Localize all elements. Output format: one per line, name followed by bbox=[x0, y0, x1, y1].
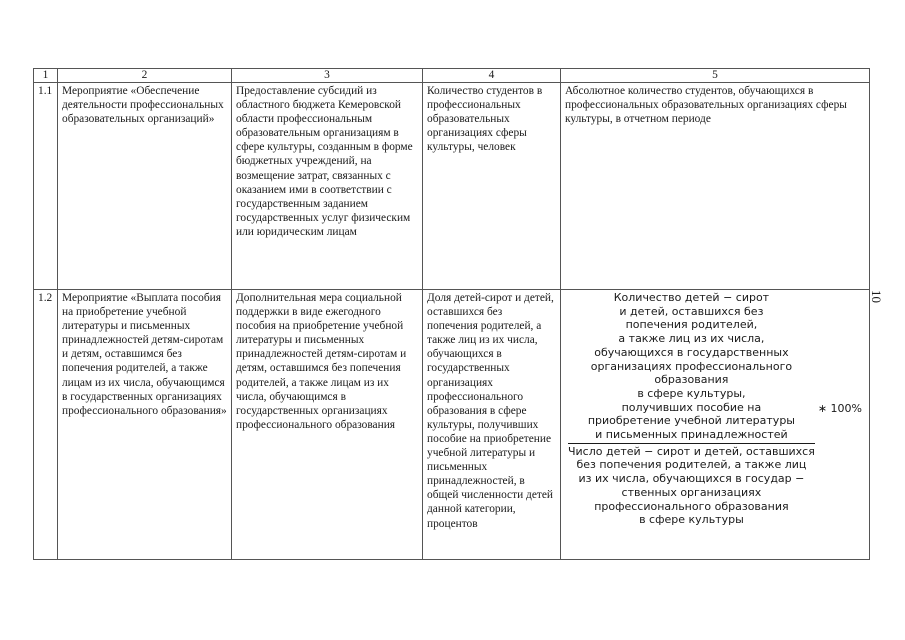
event-name: Мероприятие «Выплата пособия на приобретение учебной литературы и письменных принадлежностей детям-сиротам и детям, оставшимся без попечения родителей, а также лицам из их числа, обучающимся в государственных организациях профессионального образования» bbox=[58, 290, 232, 560]
denominator-line: ственных организациях bbox=[621, 485, 762, 499]
numerator-line: образования bbox=[654, 373, 729, 387]
denominator-line: из их числа, обучающихся в государ − bbox=[578, 472, 805, 486]
denominator-line: профессионального образования bbox=[594, 499, 789, 513]
header-cell-4: 4 bbox=[423, 69, 561, 83]
numerator-line: в сфере культуры, bbox=[637, 386, 746, 400]
header-cell-3: 3 bbox=[232, 69, 423, 83]
header-cell-1: 1 bbox=[34, 69, 58, 83]
numerator-line: попечения родителей, bbox=[625, 318, 758, 332]
page-number: 10 bbox=[869, 290, 884, 303]
numerator-line: обучающихся в государственных bbox=[594, 345, 789, 359]
formula-multiplier: ∗ 100% bbox=[817, 402, 863, 416]
table-header-row bbox=[34, 69, 870, 83]
header-cell-2: 2 bbox=[58, 69, 232, 83]
denominator-line: в сфере культуры bbox=[639, 513, 744, 527]
indicators-table bbox=[33, 68, 870, 560]
event-name: Мероприятие «Обеспечение деятельности профессиональных образовательных организаций» bbox=[58, 83, 232, 290]
calculation-method: Абсолютное количество студентов, обучающихся в профессиональных образовательных организациях сферы культуры, в отчетном периоде bbox=[561, 83, 870, 290]
numerator-line: приобретение учебной литературы bbox=[587, 414, 795, 428]
row-number: 1.1 bbox=[34, 83, 58, 290]
indicator-name: Количество студентов в профессиональных образовательных организациях сферы культуры, человек bbox=[423, 83, 561, 290]
row-number: 1.2 bbox=[34, 290, 58, 560]
denominator-line: Число детей − сирот и детей, оставшихся bbox=[567, 444, 815, 458]
indicator-name: Доля детей-сирот и детей, оставшихся без попечения родителей, а также лиц из их числа, обучающихся в государственных организациях профессионального образования в сфере культуры, получивших пособие на приобретение учебной литературы и письменных принадлежностей, в общей численности детей данной категории, процентов bbox=[423, 290, 561, 560]
numerator-line: а также лиц из их числа, bbox=[618, 332, 765, 346]
numerator-line: и письменных принадлежностей bbox=[595, 428, 788, 442]
numerator-line: Количество детей − сирот bbox=[613, 291, 770, 304]
calculation-formula bbox=[561, 290, 870, 560]
formula-numerator bbox=[568, 291, 815, 444]
numerator-line: организациях профессионального bbox=[590, 359, 793, 373]
formula-denominator bbox=[568, 444, 815, 527]
table-row bbox=[34, 290, 870, 560]
event-description: Предоставление субсидий из областного бюджета Кемеровской области профессиональным образовательным организациям в сфере культуры, созданным в форме бюджетных учреждений, на возмещение затрат, связанных с оказанием ими в соответствии с государственным заданием государственных услуг физическим или юридическим лицам bbox=[232, 83, 423, 290]
numerator-line: и детей, оставшихся без bbox=[619, 304, 764, 318]
formula-fraction bbox=[568, 291, 815, 527]
header-cell-5: 5 bbox=[561, 69, 870, 83]
denominator-line: без попечения родителей, а также лиц bbox=[576, 458, 807, 472]
table-row bbox=[34, 83, 870, 290]
event-description: Дополнительная мера социальной поддержки в виде ежегодного пособия на приобретение учебной литературы и письменных принадлежностей детям-сиротам и детям, оставшимся без попечения родителей, а также лицам из их числа, обучающимся в государственных организациях профессионального образования bbox=[232, 290, 423, 560]
numerator-line: получивших пособие на bbox=[621, 400, 762, 414]
